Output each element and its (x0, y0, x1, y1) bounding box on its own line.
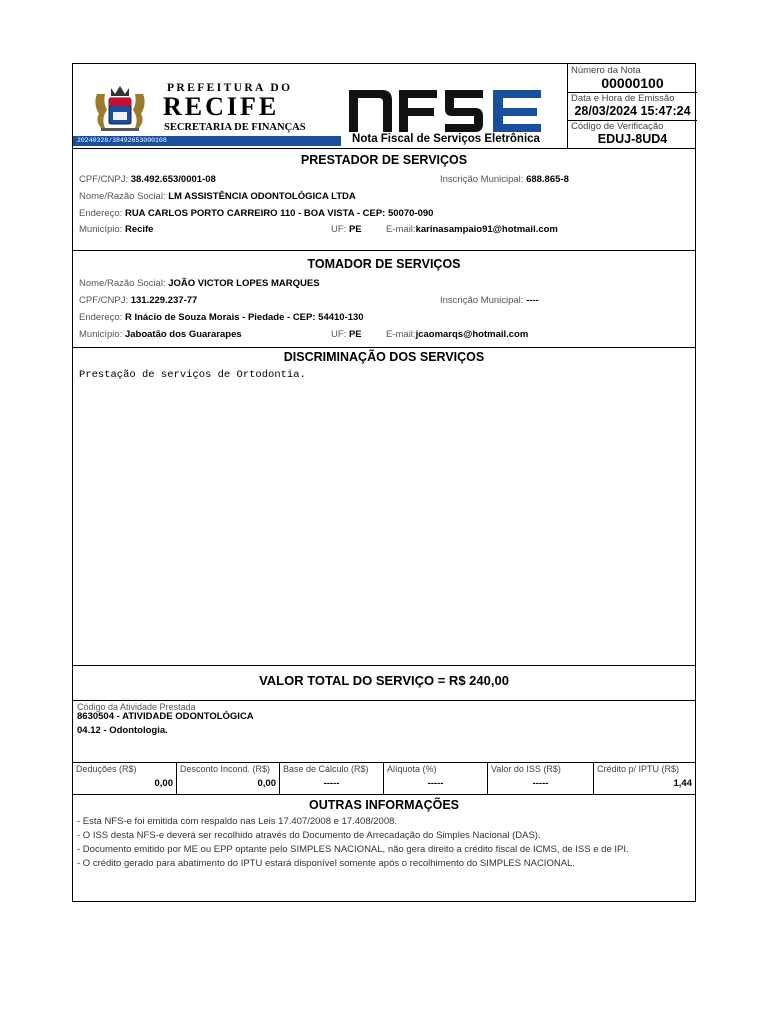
data-emissao-label: Data e Hora de Emissão (571, 93, 675, 104)
data-emissao: 28/03/2024 15:47:24 (574, 104, 691, 118)
nfse-document (72, 63, 696, 902)
tomador-municipio-row: Município: Jaboatão dos Guararapes (79, 329, 242, 340)
base-calculo-value: ----- (323, 778, 340, 789)
prefeitura-line1: PREFEITURA DO (167, 82, 293, 94)
outras-line: - Documento emitido por ME ou EPP optante pelo SIMPLES NACIONAL, não gera direito a crédito fiscal de ICMS, de ISS e de IPI. (77, 844, 629, 855)
tomador-email: jcaomarqs@hotmail.com (415, 329, 529, 340)
note-info-box (567, 64, 697, 148)
prestador-endereco: RUA CARLOS PORTO CARREIRO 110 - BOA VISTA - CEP: 50070-090 (124, 208, 434, 219)
prestador-cpf: 38.492.653/0001-08 (130, 174, 216, 185)
outras-title: OUTRAS INFORMAÇÕES (309, 798, 459, 812)
prestador-title: PRESTADOR DE SERVIÇOS (300, 153, 468, 167)
valor-iss-cell: Valor do ISS (R$) ----- (488, 763, 594, 794)
tomador-nome: JOÃO VICTOR LOPES MARQUES (168, 278, 320, 289)
secretaria-financas: SECRETARIA DE FINANÇAS (164, 122, 306, 133)
atividade-label: Código da Atividade Prestada (77, 702, 196, 712)
prestador-municipio-row: Município: Recife (79, 224, 154, 235)
prestador-email: karinasampaio91@hotmail.com (415, 224, 558, 235)
tomador-im-row: Inscrição Municipal: ---- (440, 295, 539, 306)
tomador-email-row: E-mail:jcaomarqs@hotmail.com (386, 329, 529, 340)
prestador-uf-row: UF: PE (331, 224, 362, 235)
credito-iptu-cell: Crédito p/ IPTU (R$) 1,44 (597, 764, 692, 789)
codigo-verificacao: EDUJ-8UD4 (597, 132, 668, 146)
header-bar-code: 20240328/38492653000108 (77, 137, 167, 144)
atividade-codigo: 8630504 - ATIVIDADE ODONTOLÓGICA (77, 711, 254, 722)
desconto-cell: Desconto Incond. (R$) 0,00 (177, 763, 280, 794)
header-blue-bar (73, 136, 341, 146)
discriminacao-title: DISCRIMINAÇÃO DOS SERVIÇOS (283, 350, 485, 364)
prefeitura-recife: RECIFE (163, 92, 280, 121)
aliquota-cell: Alíquota (%) ----- (384, 763, 488, 794)
aliquota-value: ----- (427, 778, 444, 789)
tomador-cpf-row: CPF/CNPJ: 131.229.237-77 (79, 295, 198, 306)
prestador-cpf-row: CPF/CNPJ: 38.492.653/0001-08 (79, 174, 216, 185)
tomador-title: TOMADOR DE SERVIÇOS (307, 257, 461, 271)
base-calculo-cell: Base de Cálculo (R$) ----- (280, 763, 384, 794)
tomador-endereco-row: Endereço: R Inácio de Souza Morais - Piedade - CEP: 54410-130 (79, 312, 364, 323)
atividade-item: 04.12 - Odontologia. (77, 725, 168, 736)
numero-label: Número da Nota (571, 65, 641, 76)
prestador-im: 688.865-8 (526, 174, 569, 185)
outras-line: - O crédito gerado para abatimento do IPTU estará disponível somente após o recolhimento do SIMPLES NACIONAL. (77, 858, 575, 869)
tomador-uf: PE (348, 329, 362, 340)
tomador-nome-row: Nome/Razão Social: JOÃO VICTOR LOPES MARQUES (79, 278, 320, 289)
prestador-nome: LM ASSISTÊNCIA ODONTOLÓGICA LTDA (168, 191, 356, 202)
prestador-email-row: E-mail:karinasampaio91@hotmail.com (386, 224, 558, 235)
nfse-logo (349, 88, 543, 134)
credito-iptu-value: 1,44 (673, 778, 692, 789)
nfse-subtitle: Nota Fiscal de Serviços Eletrônica (352, 133, 540, 145)
tomador-municipio: Jaboatão dos Guararapes (124, 329, 242, 340)
prestador-uf: PE (348, 224, 362, 235)
valor-total: VALOR TOTAL DO SERVIÇO = R$ 240,00 (259, 673, 509, 688)
numero-nota: 00000100 (601, 75, 664, 91)
codigo-verificacao-label: Código de Verificação (571, 121, 664, 132)
tomador-im: ---- (526, 295, 539, 306)
discriminacao-text: Prestação de serviços de Ortodontia. (79, 369, 306, 381)
outras-line: - Esta NFS-e foi emitida com respaldo nas Leis 17.407/2008 e 17.408/2008. (77, 816, 398, 827)
outras-line: - O ISS desta NFS-e deverá ser recolhido através do Documento de Arrecadação do Simples Nacional (DAS). (77, 830, 541, 841)
prestador-municipio: Recife (124, 224, 154, 235)
prestador-endereco-row: Endereço: RUA CARLOS PORTO CARREIRO 110 - BOA VISTA - CEP: 50070-090 (79, 208, 434, 219)
prestador-nome-row: Nome/Razão Social: LM ASSISTÊNCIA ODONTOLÓGICA LTDA (79, 191, 356, 202)
tomador-endereco: R Inácio de Souza Morais - Piedade - CEP: 54410-130 (124, 312, 364, 323)
tomador-uf-row: UF: PE (331, 329, 362, 340)
deducoes-cell: Deduções (R$) 0,00 (73, 763, 177, 794)
recife-coat-of-arms-icon (91, 84, 149, 132)
tomador-cpf: 131.229.237-77 (130, 295, 198, 306)
desconto-value: 0,00 (257, 778, 276, 789)
valor-iss-value: ----- (532, 778, 549, 789)
deducoes-value: 0,00 (154, 778, 173, 789)
prestador-im-row: Inscrição Municipal: 688.865-8 (440, 174, 569, 185)
